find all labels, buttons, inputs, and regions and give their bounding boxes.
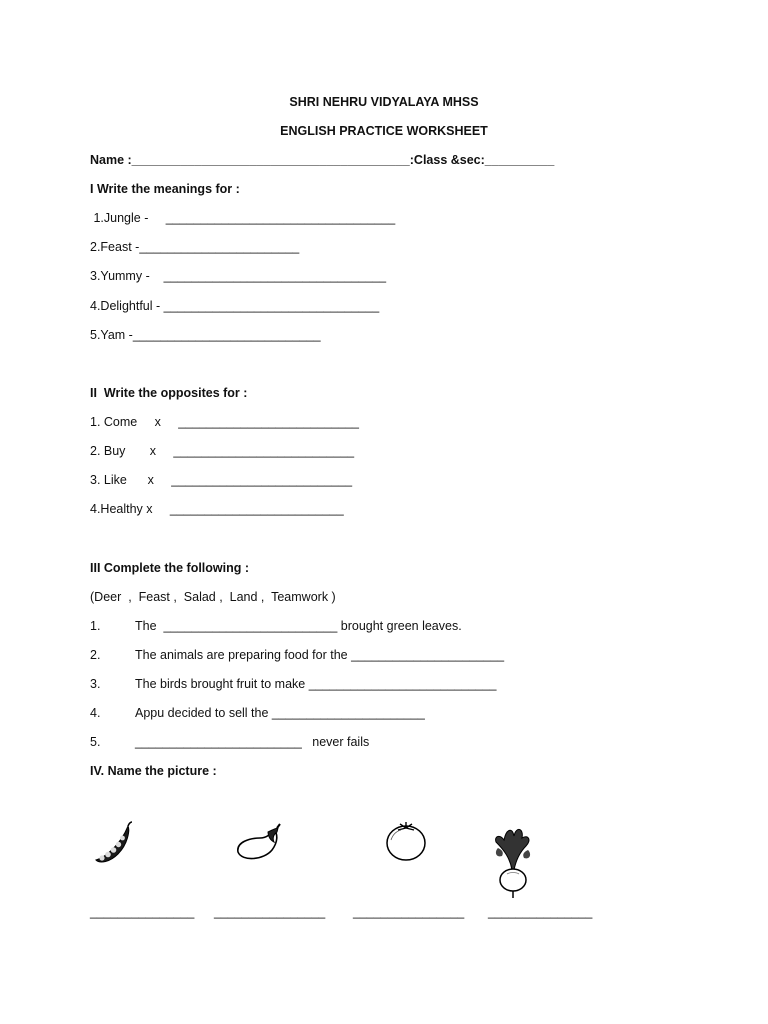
section-3-heading: III Complete the following : bbox=[90, 561, 250, 575]
section-2-heading: II Write the opposites for : bbox=[90, 386, 248, 400]
complete-item-text: The _________________________ brought green leaves. bbox=[135, 619, 462, 633]
meaning-item: 1.Jungle - _________________________________ bbox=[90, 211, 396, 225]
picture-answer-blank: ________________ bbox=[353, 905, 465, 919]
picture-answer-blank: _______________ bbox=[90, 905, 195, 919]
complete-item-number: 2. bbox=[90, 648, 101, 662]
picture-answer-blank: ________________ bbox=[214, 905, 326, 919]
complete-item-text: Appu decided to sell the ______________________ bbox=[135, 706, 425, 720]
name-class-line: Name :________________________________________:Class &sec:__________ bbox=[90, 153, 555, 167]
section-4-heading: IV. Name the picture : bbox=[90, 764, 217, 778]
picture-answer-blank: _______________ bbox=[488, 905, 593, 919]
pea-pod-icon bbox=[90, 820, 134, 868]
meaning-item: 2.Feast -_______________________ bbox=[90, 240, 300, 254]
section-1-heading: I Write the meanings for : bbox=[90, 182, 240, 196]
opposite-item: 3. Like x __________________________ bbox=[90, 473, 353, 487]
meaning-item: 3.Yummy - ________________________________ bbox=[90, 269, 387, 283]
school-name: SHRI NEHRU VIDYALAYA MHSS bbox=[289, 95, 479, 109]
opposite-item: 2. Buy x __________________________ bbox=[90, 444, 355, 458]
meaning-item: 5.Yam -___________________________ bbox=[90, 328, 321, 342]
opposite-item: 1. Come x __________________________ bbox=[90, 415, 359, 429]
brinjal-icon bbox=[234, 822, 282, 864]
complete-item-number: 5. bbox=[90, 735, 101, 749]
complete-item-number: 4. bbox=[90, 706, 101, 720]
meaning-item: 4.Delightful - _______________________________ bbox=[90, 299, 380, 313]
word-options: (Deer , Feast , Salad , Land , Teamwork ) bbox=[90, 590, 336, 604]
complete-item-number: 1. bbox=[90, 619, 101, 633]
beetroot-icon bbox=[490, 822, 536, 898]
opposite-item: 4.Healthy x _________________________ bbox=[90, 502, 344, 516]
complete-item-text: The animals are preparing food for the ______________________ bbox=[135, 648, 505, 662]
complete-item-text: The birds brought fruit to make ___________________________ bbox=[135, 677, 497, 691]
complete-item-text: ________________________ never fails bbox=[135, 735, 370, 749]
complete-item-number: 3. bbox=[90, 677, 101, 691]
worksheet-title: ENGLISH PRACTICE WORKSHEET bbox=[280, 124, 488, 138]
tomato-icon bbox=[383, 818, 429, 864]
